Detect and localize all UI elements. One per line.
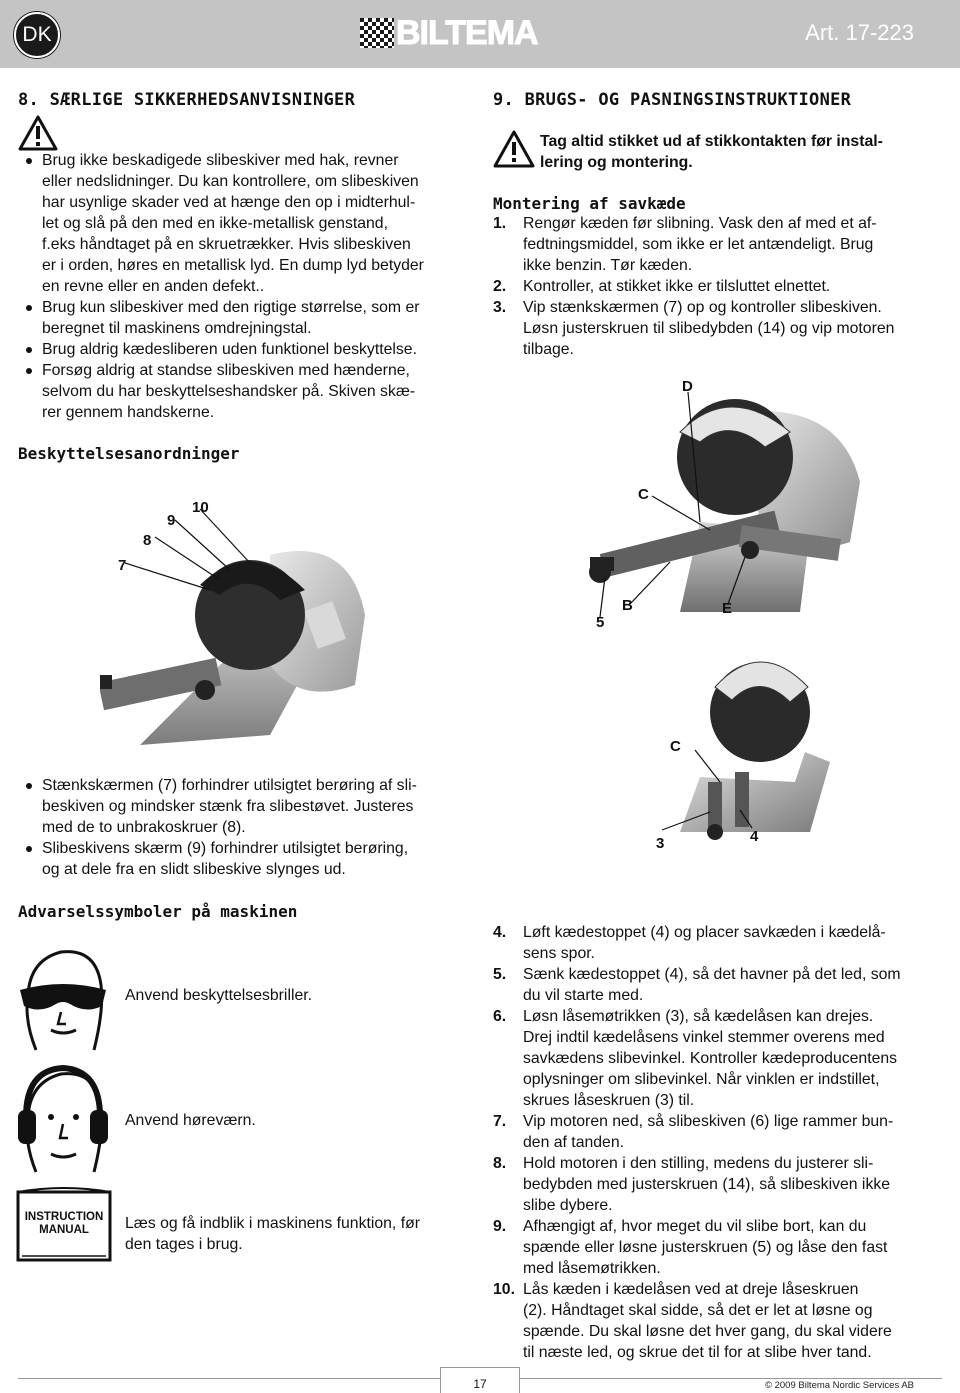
language-badge: DK	[14, 12, 60, 58]
label-8: 8	[143, 532, 152, 549]
checkered-flag-icon	[360, 18, 394, 48]
list-item: Brug kun slibeskiver med den rigtige størrelse, som er beregnet til maskinens omdrejningstal.	[18, 297, 468, 339]
list-item: Stænkskærmen (7) forhindrer utilsigtet berøring af sli- beskiven og mindsker stænk fra slibestøvet. Justeres med de to unbrakoskruer (8).	[18, 775, 468, 838]
section-8-title: 8. SÆRLIGE SIKKERHEDSANVISNINGER	[18, 90, 356, 110]
list-item: 2. Kontroller, at stikket ikke er tilsluttet elnettet.	[493, 278, 831, 295]
label-E: E	[722, 600, 733, 617]
list-item: Forsøg aldrig at standse slibeskiven med hænderne, selvom du har beskyttelseshandsker på. Skiven skæ- rer gennem handskerne.	[18, 360, 468, 423]
symbols-title: Advarselssymboler på maskinen	[18, 902, 298, 921]
sharpener-guards-illustration	[100, 495, 400, 760]
goggles-icon	[16, 940, 110, 1052]
list-item: 8. Hold motoren i den stilling, medens du justerer sli- bedybden med justerskruen (14), så slibeskiven ikke slibe dybere.	[493, 1155, 891, 1214]
guards-bullets	[18, 775, 468, 880]
symbol-text: Læs og få indblik i maskinens funktion, før den tages i brug.	[125, 1215, 421, 1253]
list-item: 6. Løsn låsemøtrikken (3), så kædelåsen kan drejes. Drej indtil kædelåsens vinkel stemmer overens med savkædens slibevinkel. Kontroller kædeproducentens oplysninger om slibevinkel. Når vinklen er indstillet, skrues låseskruen (3) til.	[493, 1008, 898, 1109]
sharpening-steps	[493, 922, 943, 1363]
page-number: 17	[440, 1367, 520, 1393]
sharpener-chain-lock-illustration	[640, 632, 840, 857]
label-9: 9	[167, 512, 176, 529]
label-C: C	[638, 486, 649, 503]
label-5: 5	[596, 614, 605, 631]
instruction-manual-icon	[16, 1186, 112, 1266]
brand-name: BILTEMA	[396, 14, 538, 52]
list-item: Brug aldrig kædesliberen uden funktionel beskyttelse.	[18, 339, 468, 360]
list-item: 3. Vip stænkskærmen (7) op og kontroller slibeskiven. Løsn justerskruen til slibedybden (14) og vip motoren tilbage.	[493, 299, 895, 358]
mounting-title: Montering af savkæde	[493, 194, 686, 213]
footer-rule	[18, 1378, 442, 1379]
list-item: Slibeskivens skærm (9) forhindrer utilsigtet berøring, og at dele fra en slidt slibeskive slynges ud.	[18, 838, 468, 880]
label-B: B	[622, 597, 633, 614]
manual-label: MANUAL	[39, 1224, 89, 1236]
list-item: Brug ikke beskadigede slibeskiver med hak, revner eller nedslidninger. Du kan kontrollere, om slibeskiven har usynlige skader ved at hænge den op i midterhul- let og slå på den med en ikke-metallisk genstand, f.eks håndtaget på en skruetrækker. Hvis slibeskiven er i orden, høres en metallisk lyd. En dump lyd betyder en revne eller en anden defekt..	[18, 150, 468, 297]
label-3: 3	[656, 835, 665, 852]
article-number: Art. 17-223	[805, 20, 914, 45]
mounting-steps	[493, 213, 943, 360]
label-4: 4	[750, 828, 759, 845]
list-item: 7. Vip motoren ned, så slibeskiven (6) lige rammer bun- den af tanden.	[493, 1113, 894, 1151]
section-9-title: 9. BRUGS- OG PASNINGSINSTRUKTIONER	[493, 90, 852, 110]
page-header	[0, 0, 960, 68]
ear-protection-icon	[16, 1062, 110, 1174]
label-10: 10	[192, 499, 209, 516]
footer-rule	[518, 1378, 942, 1379]
list-item: 1. Rengør kæden før slibning. Vask den af med et af- fedtningsmiddel, som ikke er let antændeligt. Brug ikke benzin. Tør kæden.	[493, 215, 877, 274]
copyright: © 2009 Biltema Nordic Services AB	[764, 1380, 914, 1391]
list-item: 4. Løft kædestoppet (4) og placer savkæden i kædelå- sens spor.	[493, 924, 886, 962]
label-C: C	[670, 738, 681, 755]
warning-triangle-icon	[18, 115, 58, 151]
label-7: 7	[118, 557, 127, 574]
sharpener-top-view-illustration	[560, 372, 880, 632]
manual-label: INSTRUCTION	[24, 1211, 104, 1223]
list-item: 10. Lås kæden i kædelåsen ved at dreje låseskruen (2). Håndtaget skal sidde, så det er let at løsne og spænde. Du skal løsne det hver gang, du skal videre til næste led, og skrue det til for at slibe hver tand.	[493, 1281, 892, 1361]
list-item: 9. Afhængigt af, hvor meget du vil slibe bort, kan du spænde eller løsne justerskruen (5) og låse den fast med låsemøtrikken.	[493, 1218, 888, 1277]
label-D: D	[682, 378, 693, 395]
unplug-warning: Tag altid stikket ud af stikkontakten før instal- lering og montering.	[540, 133, 883, 171]
warning-triangle-icon	[493, 130, 535, 168]
list-item: 5. Sænk kædestoppet (4), så det havner på det led, som du vil starte med.	[493, 966, 901, 1004]
biltema-logo	[360, 16, 538, 50]
symbol-text: Anvend beskyttelsesbriller.	[125, 987, 313, 1004]
protection-title: Beskyttelsesanordninger	[18, 444, 240, 463]
safety-bullets	[18, 150, 468, 423]
symbol-text: Anvend høreværn.	[125, 1112, 256, 1129]
